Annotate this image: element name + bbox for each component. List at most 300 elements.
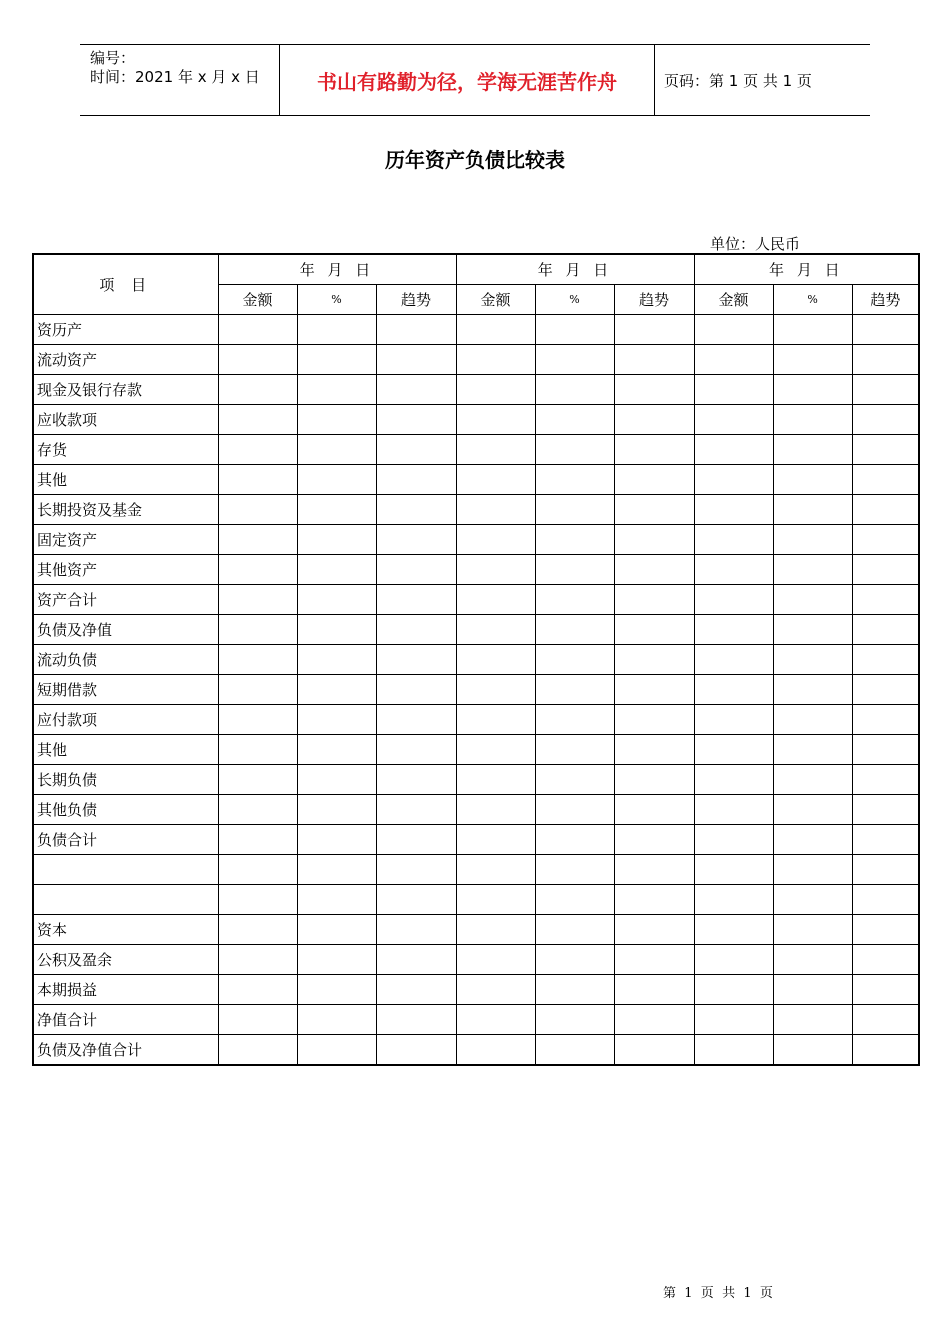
motto: 书山有路勤为径，学海无涯苦作舟 — [280, 45, 655, 115]
value-cell — [773, 555, 852, 585]
value-cell — [456, 375, 535, 405]
table-row — [33, 435, 919, 465]
value-cell — [535, 1035, 614, 1066]
value-cell — [773, 795, 852, 825]
table-head — [33, 254, 919, 315]
value-cell — [773, 1005, 852, 1035]
value-cell — [456, 765, 535, 795]
value-cell — [218, 495, 297, 525]
row-label: 负债及净值合计 — [33, 1035, 218, 1066]
value-cell — [773, 705, 852, 735]
value-cell — [376, 765, 456, 795]
value-cell — [456, 705, 535, 735]
table-row — [33, 765, 919, 795]
value-cell — [694, 315, 773, 345]
value-cell — [297, 1005, 376, 1035]
value-cell — [852, 675, 919, 705]
table-row — [33, 1035, 919, 1066]
table-row — [33, 885, 919, 915]
value-cell — [535, 735, 614, 765]
value-cell — [456, 825, 535, 855]
value-cell — [694, 435, 773, 465]
value-cell — [218, 885, 297, 915]
table-row — [33, 855, 919, 885]
value-cell — [218, 735, 297, 765]
value-cell — [694, 915, 773, 945]
value-cell — [456, 1005, 535, 1035]
value-cell — [456, 525, 535, 555]
value-cell — [852, 915, 919, 945]
value-cell — [376, 735, 456, 765]
table-row — [33, 525, 919, 555]
value-cell — [218, 795, 297, 825]
value-cell — [773, 525, 852, 555]
value-cell — [535, 495, 614, 525]
value-cell — [773, 345, 852, 375]
row-label — [33, 855, 218, 885]
value-cell — [773, 645, 852, 675]
value-cell — [614, 585, 694, 615]
row-label: 固定资产 — [33, 525, 218, 555]
row-label: 其他 — [33, 465, 218, 495]
value-cell — [297, 765, 376, 795]
value-cell — [852, 945, 919, 975]
value-cell — [852, 885, 919, 915]
value-cell — [535, 795, 614, 825]
number-label: 编号： — [90, 49, 136, 67]
value-cell — [852, 405, 919, 435]
value-cell — [535, 1005, 614, 1035]
value-cell — [297, 345, 376, 375]
value-cell — [694, 855, 773, 885]
table-row — [33, 645, 919, 675]
item-column-header: 项 目 — [33, 254, 218, 315]
value-cell — [297, 945, 376, 975]
value-cell — [456, 735, 535, 765]
value-cell — [614, 735, 694, 765]
value-cell — [376, 795, 456, 825]
trend-column-header: 趋势 — [852, 285, 919, 315]
value-cell — [297, 735, 376, 765]
value-cell — [218, 375, 297, 405]
value-cell — [297, 705, 376, 735]
value-cell — [535, 555, 614, 585]
table-row — [33, 915, 919, 945]
value-cell — [852, 465, 919, 495]
row-label: 负债合计 — [33, 825, 218, 855]
value-cell — [773, 915, 852, 945]
page-info: 页码：第 1 页 共 1 页 — [664, 71, 812, 90]
row-label: 其他资产 — [33, 555, 218, 585]
value-cell — [535, 945, 614, 975]
row-label: 现金及银行存款 — [33, 375, 218, 405]
value-cell — [218, 705, 297, 735]
amount-column-header: 金额 — [694, 285, 773, 315]
value-cell — [376, 945, 456, 975]
value-cell — [456, 1035, 535, 1066]
value-cell — [773, 1035, 852, 1066]
row-label: 其他 — [33, 735, 218, 765]
percent-column-header: % — [297, 285, 376, 315]
value-cell — [535, 855, 614, 885]
value-cell — [694, 795, 773, 825]
value-cell — [614, 525, 694, 555]
time-label: 时间：2021 年 x 月 x 日 — [90, 68, 260, 86]
row-label: 资产合计 — [33, 585, 218, 615]
row-label: 负债及净值 — [33, 615, 218, 645]
value-cell — [535, 375, 614, 405]
balance-sheet-table — [32, 253, 920, 1066]
value-cell — [456, 465, 535, 495]
value-cell — [614, 975, 694, 1005]
value-cell — [456, 435, 535, 465]
value-cell — [614, 315, 694, 345]
value-cell — [376, 975, 456, 1005]
value-cell — [614, 855, 694, 885]
value-cell — [852, 735, 919, 765]
value-cell — [535, 435, 614, 465]
value-cell — [218, 975, 297, 1005]
value-cell — [297, 405, 376, 435]
unit-label: 单位：人民币 — [710, 235, 801, 253]
value-cell — [456, 405, 535, 435]
value-cell — [297, 645, 376, 675]
value-cell — [694, 495, 773, 525]
value-cell — [535, 405, 614, 435]
value-cell — [297, 315, 376, 345]
row-label: 流动资产 — [33, 345, 218, 375]
value-cell — [535, 645, 614, 675]
value-cell — [694, 675, 773, 705]
header-row-dates — [33, 254, 919, 285]
value-cell — [852, 1035, 919, 1066]
table-row — [33, 315, 919, 345]
table-row — [33, 555, 919, 585]
table-body — [33, 315, 919, 1066]
value-cell — [773, 855, 852, 885]
value-cell — [773, 405, 852, 435]
value-cell — [694, 525, 773, 555]
value-cell — [773, 495, 852, 525]
value-cell — [614, 435, 694, 465]
value-cell — [852, 1005, 919, 1035]
value-cell — [852, 375, 919, 405]
value-cell — [218, 1005, 297, 1035]
value-cell — [297, 585, 376, 615]
row-label: 资历产 — [33, 315, 218, 345]
table-row — [33, 465, 919, 495]
table-row — [33, 975, 919, 1005]
value-cell — [535, 885, 614, 915]
value-cell — [376, 705, 456, 735]
value-cell — [614, 705, 694, 735]
value-cell — [297, 675, 376, 705]
value-cell — [297, 495, 376, 525]
value-cell — [694, 405, 773, 435]
value-cell — [773, 765, 852, 795]
value-cell — [376, 825, 456, 855]
value-cell — [773, 435, 852, 465]
table-row — [33, 375, 919, 405]
value-cell — [852, 975, 919, 1005]
value-cell — [456, 675, 535, 705]
value-cell — [852, 855, 919, 885]
value-cell — [456, 975, 535, 1005]
date-group-header: 年 月 日 — [456, 254, 694, 285]
value-cell — [535, 585, 614, 615]
trend-column-header: 趋势 — [614, 285, 694, 315]
value-cell — [456, 315, 535, 345]
value-cell — [614, 465, 694, 495]
value-cell — [852, 495, 919, 525]
value-cell — [376, 915, 456, 945]
value-cell — [218, 315, 297, 345]
value-cell — [773, 315, 852, 345]
value-cell — [535, 315, 614, 345]
value-cell — [535, 465, 614, 495]
value-cell — [218, 855, 297, 885]
header-meta — [80, 45, 280, 115]
value-cell — [297, 555, 376, 585]
value-cell — [376, 675, 456, 705]
value-cell — [614, 675, 694, 705]
value-cell — [614, 945, 694, 975]
row-label: 净值合计 — [33, 1005, 218, 1035]
value-cell — [218, 555, 297, 585]
value-cell — [376, 615, 456, 645]
row-label: 长期投资及基金 — [33, 495, 218, 525]
percent-column-header: % — [535, 285, 614, 315]
value-cell — [773, 615, 852, 645]
value-cell — [535, 915, 614, 945]
trend-column-header: 趋势 — [376, 285, 456, 315]
value-cell — [376, 435, 456, 465]
value-cell — [852, 825, 919, 855]
value-cell — [694, 375, 773, 405]
value-cell — [773, 945, 852, 975]
value-cell — [535, 345, 614, 375]
value-cell — [694, 975, 773, 1005]
row-label — [33, 885, 218, 915]
value-cell — [376, 885, 456, 915]
table-row — [33, 405, 919, 435]
value-cell — [376, 525, 456, 555]
value-cell — [376, 1035, 456, 1066]
value-cell — [614, 405, 694, 435]
value-cell — [297, 825, 376, 855]
value-cell — [218, 345, 297, 375]
row-label: 长期负债 — [33, 765, 218, 795]
value-cell — [376, 555, 456, 585]
value-cell — [535, 705, 614, 735]
value-cell — [297, 975, 376, 1005]
value-cell — [535, 675, 614, 705]
value-cell — [218, 675, 297, 705]
row-label: 短期借款 — [33, 675, 218, 705]
page-footer: 第 1 页 共 1 页 — [663, 1286, 773, 1301]
value-cell — [376, 495, 456, 525]
row-label: 流动负债 — [33, 645, 218, 675]
value-cell — [218, 945, 297, 975]
row-label: 本期损益 — [33, 975, 218, 1005]
value-cell — [852, 705, 919, 735]
percent-column-header: % — [773, 285, 852, 315]
value-cell — [773, 375, 852, 405]
value-cell — [535, 615, 614, 645]
value-cell — [456, 885, 535, 915]
value-cell — [852, 525, 919, 555]
value-cell — [218, 435, 297, 465]
value-cell — [852, 435, 919, 465]
value-cell — [376, 315, 456, 345]
value-cell — [773, 825, 852, 855]
value-cell — [456, 495, 535, 525]
table-row — [33, 585, 919, 615]
row-label: 应付款项 — [33, 705, 218, 735]
value-cell — [297, 855, 376, 885]
value-cell — [614, 885, 694, 915]
value-cell — [456, 555, 535, 585]
table-row — [33, 795, 919, 825]
value-cell — [535, 975, 614, 1005]
value-cell — [852, 585, 919, 615]
value-cell — [852, 315, 919, 345]
table-row — [33, 1005, 919, 1035]
value-cell — [614, 915, 694, 945]
table-row — [33, 735, 919, 765]
value-cell — [218, 465, 297, 495]
value-cell — [376, 345, 456, 375]
value-cell — [218, 525, 297, 555]
date-group-header: 年 月 日 — [694, 254, 919, 285]
value-cell — [852, 765, 919, 795]
value-cell — [694, 465, 773, 495]
value-cell — [456, 855, 535, 885]
value-cell — [694, 615, 773, 645]
value-cell — [297, 615, 376, 645]
value-cell — [456, 915, 535, 945]
value-cell — [614, 645, 694, 675]
value-cell — [218, 585, 297, 615]
value-cell — [694, 555, 773, 585]
table-row — [33, 705, 919, 735]
value-cell — [218, 1035, 297, 1066]
row-label: 公积及盈余 — [33, 945, 218, 975]
value-cell — [376, 585, 456, 615]
value-cell — [456, 645, 535, 675]
value-cell — [694, 345, 773, 375]
value-cell — [614, 495, 694, 525]
value-cell — [376, 405, 456, 435]
value-cell — [694, 705, 773, 735]
value-cell — [297, 1035, 376, 1066]
value-cell — [614, 615, 694, 645]
value-cell — [773, 885, 852, 915]
table-row — [33, 675, 919, 705]
table-row — [33, 615, 919, 645]
value-cell — [852, 795, 919, 825]
value-cell — [456, 345, 535, 375]
value-cell — [614, 1035, 694, 1066]
value-cell — [218, 825, 297, 855]
row-label: 应收款项 — [33, 405, 218, 435]
value-cell — [773, 735, 852, 765]
table-row — [33, 345, 919, 375]
value-cell — [297, 885, 376, 915]
value-cell — [218, 405, 297, 435]
value-cell — [852, 645, 919, 675]
value-cell — [614, 765, 694, 795]
value-cell — [773, 585, 852, 615]
value-cell — [694, 645, 773, 675]
value-cell — [614, 795, 694, 825]
value-cell — [376, 645, 456, 675]
value-cell — [218, 915, 297, 945]
value-cell — [694, 1035, 773, 1066]
value-cell — [852, 345, 919, 375]
table-row — [33, 825, 919, 855]
value-cell — [614, 825, 694, 855]
value-cell — [694, 1005, 773, 1035]
value-cell — [297, 525, 376, 555]
date-group-header: 年 月 日 — [218, 254, 456, 285]
value-cell — [694, 945, 773, 975]
value-cell — [535, 825, 614, 855]
page-title: 历年资产负债比较表 — [385, 148, 565, 172]
value-cell — [218, 615, 297, 645]
value-cell — [694, 825, 773, 855]
value-cell — [456, 585, 535, 615]
value-cell — [852, 615, 919, 645]
row-label: 其他负债 — [33, 795, 218, 825]
value-cell — [773, 975, 852, 1005]
row-label: 资本 — [33, 915, 218, 945]
value-cell — [694, 585, 773, 615]
value-cell — [297, 375, 376, 405]
row-label: 存货 — [33, 435, 218, 465]
value-cell — [297, 435, 376, 465]
value-cell — [456, 615, 535, 645]
table-row — [33, 495, 919, 525]
value-cell — [218, 765, 297, 795]
value-cell — [773, 465, 852, 495]
value-cell — [218, 645, 297, 675]
value-cell — [614, 555, 694, 585]
value-cell — [535, 765, 614, 795]
value-cell — [614, 345, 694, 375]
value-cell — [456, 795, 535, 825]
value-cell — [297, 795, 376, 825]
value-cell — [614, 1005, 694, 1035]
value-cell — [376, 1005, 456, 1035]
document-header — [80, 44, 870, 116]
value-cell — [694, 885, 773, 915]
table-row — [33, 945, 919, 975]
value-cell — [297, 465, 376, 495]
value-cell — [376, 465, 456, 495]
value-cell — [535, 525, 614, 555]
value-cell — [694, 735, 773, 765]
value-cell — [852, 555, 919, 585]
value-cell — [694, 765, 773, 795]
value-cell — [376, 375, 456, 405]
value-cell — [376, 855, 456, 885]
value-cell — [614, 375, 694, 405]
amount-column-header: 金额 — [456, 285, 535, 315]
value-cell — [773, 675, 852, 705]
value-cell — [297, 915, 376, 945]
value-cell — [456, 945, 535, 975]
